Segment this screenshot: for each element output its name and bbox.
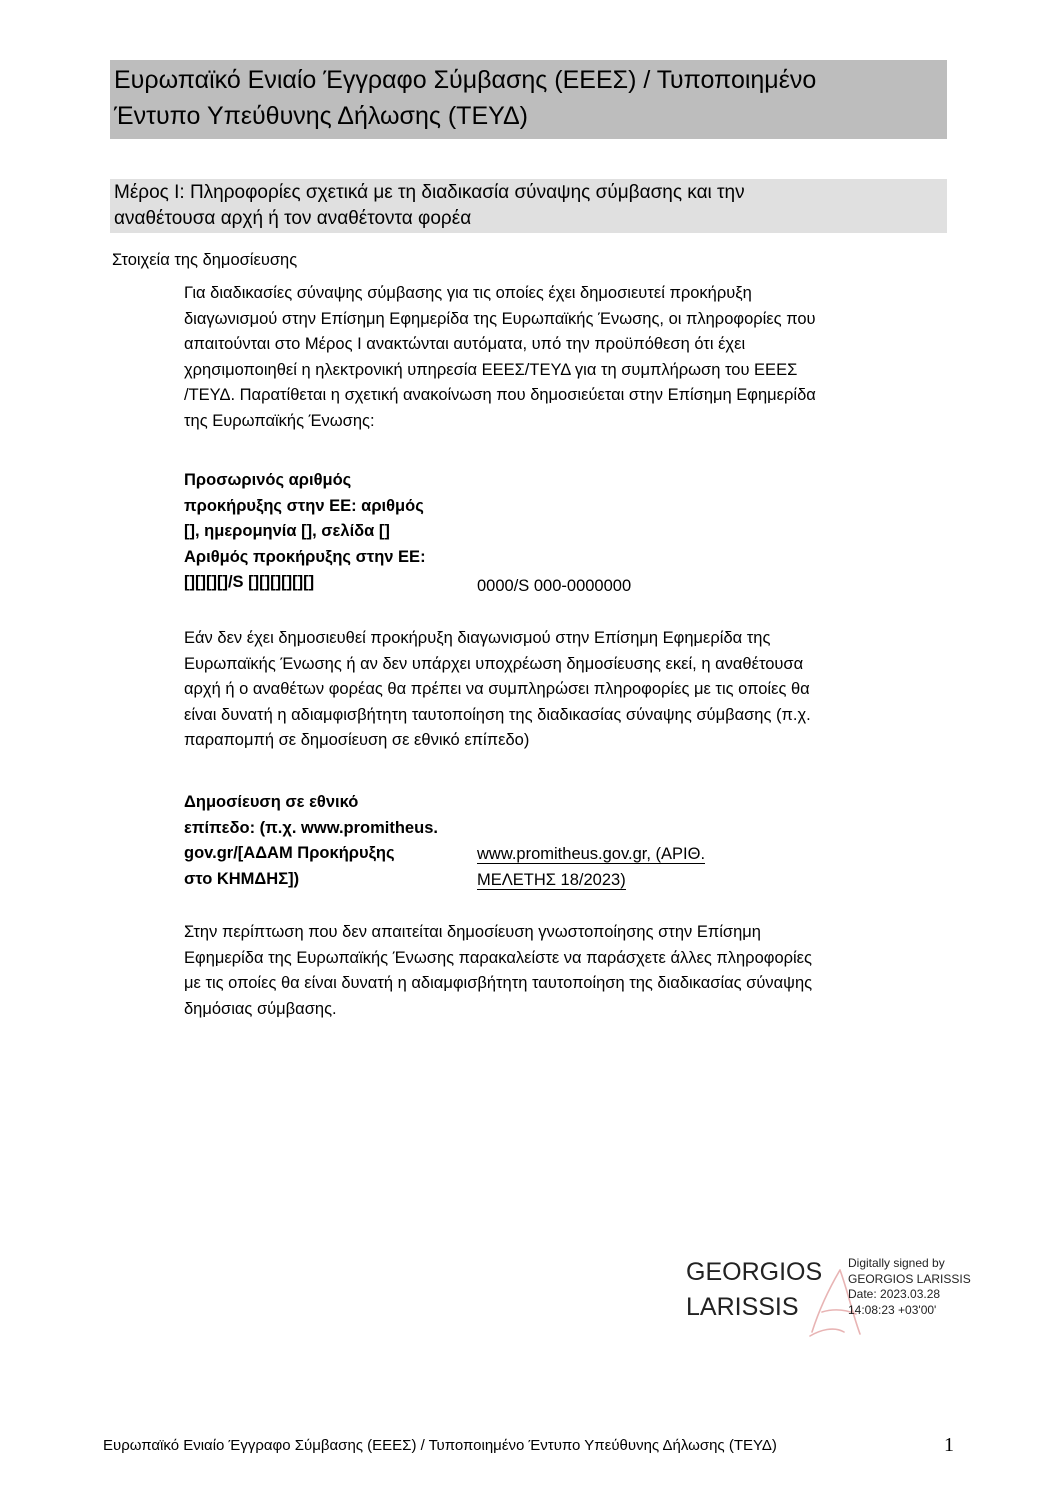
label-line: [][][][]/S [][][][][][] [184,573,315,591]
document-title-line: Ευρωπαϊκό Ενιαίο Έγγραφο Σύμβασης (ΕΕΕΣ) / Τυποποιημένο [114,66,817,94]
text-line: με τις οποίες θα είναι δυνατή η αδιαμφισβήτητη ταυτοποίηση της διαδικασίας σύναψης [184,974,813,992]
text-line: αρχή ή ο αναθέτων φορέας θα πρέπει να συμπληρώσει πληροφορίες με τις οποίες θα [184,680,810,698]
intro-paragraph [184,281,944,434]
value-line: ΜΕΛΕΤΗΣ 18/2023) [477,870,626,889]
national-publication-value [477,842,765,893]
text-line: Για διαδικασίες σύναψης σύμβασης για τις οποίες έχει δημοσιευτεί προκήρυξη [184,284,752,302]
text-line: Εάν δεν έχει δημοσιευθεί προκήρυξη διαγωνισμού στην Επίσημη Εφημερίδα της [184,629,771,647]
text-line: της Ευρωπαϊκής Ένωσης: [184,411,375,430]
part-1-title [110,179,947,233]
label-line: [], ημερομηνία [], σελίδα [] [184,522,390,540]
text-line: Ευρωπαϊκής Ένωσης ή αν δεν υπάρχει υποχρέωση δημοσίευσης εκεί, η αναθέτουσα [184,654,804,673]
label-line: Προσωρινός αριθμός [184,471,352,489]
document-title [110,60,947,139]
signer-name-line: LARISSIS [686,1293,799,1321]
signature-detail-line: GEORGIOS LARISSIS [848,1271,971,1286]
label-line: Δημοσίευση σε εθνικό [184,793,359,811]
document-title-line: Έντυπο Υπεύθυνης Δήλωσης (ΤΕΥΔ) [114,102,528,130]
eu-notice-value: 0000/S 000-0000000 [477,577,632,595]
label-line: προκήρυξης στην ΕΕ: αριθμός [184,496,424,515]
value-line: www.promitheus.gov.gr, (ΑΡΙΘ. [477,845,706,863]
text-line: δημόσιας σύμβασης. [184,999,337,1018]
text-line: παραπομπή σε δημοσίευση σε εθνικό επίπεδο) [184,731,530,749]
signature-detail-line: 14:08:23 +03'00' [848,1302,937,1317]
text-line: απαιτούνται στο Μέρος Ι ανακτώνται αυτόματα, υπό την προϋπόθεση ότι έχει [184,335,746,353]
text-line: Εφημερίδα της Ευρωπαϊκής Ένωσης παρακαλείστε να παράσχετε άλλες πληροφορίες [184,948,812,967]
no-eu-paragraph [184,626,944,754]
label-line: στο ΚΗΜΔΗΣ]) [184,869,300,888]
text-line: χρησιμοποιηθεί η ηλεκτρονική υπηρεσία ΕΕΕΣ/ΤΕΥΔ για τη συμπλήρωση του ΕΕΕΣ [184,360,798,379]
label-line: επίπεδο: (π.χ. www.promitheus. [184,818,438,837]
signature-detail-line: Digitally signed by [848,1256,945,1270]
eu-notice-label [184,468,464,596]
page-number: 1 [944,1434,954,1456]
text-line: είναι δυνατή η αδιαμφισβήτητη ταυτοποίηση της διαδικασίας σύναψης σύμβασης (π.χ. [184,705,811,724]
label-line: gov.gr/[ΑΔΑΜ Προκήρυξης [184,844,395,862]
signer-name-line: GEORGIOS [686,1258,823,1286]
signature-detail-line: Date: 2023.03.28 [848,1287,941,1301]
national-publication-label [184,790,464,892]
signature-details [848,1256,1008,1318]
text-line: /ΤΕΥΔ. Παρατίθεται η σχετική ανακοίνωση που δημοσιεύεται στην Επίσημη Εφημερίδα [184,386,816,404]
part-1-title-line: αναθέτουσα αρχή ή τον αναθέτοντα φορέα [114,208,472,229]
publication-heading: Στοιχεία της δημοσίευσης [112,251,298,269]
label-line: Αριθμός προκήρυξης στην ΕΕ: [184,547,426,566]
text-line: Στην περίπτωση που δεν απαιτείται δημοσίευση γνωστοποίησης στην Επίσημη [184,923,761,941]
text-line: διαγωνισμού στην Επίσημη Εφημερίδα της Ευρωπαϊκής Ένωσης, οι πληροφορίες που [184,309,816,328]
footer-title: Ευρωπαϊκό Ενιαίο Έγγραφο Σύμβασης (ΕΕΕΣ) / Τυποποιημένο Έντυπο Υπεύθυνης Δήλωσης (ΤΕΥΔ) [103,1437,777,1454]
closing-paragraph [184,920,944,1022]
part-1-title-line: Μέρος Ι: Πληροφορίες σχετικά με τη διαδικασία σύναψης σύμβασης και την [114,182,745,203]
